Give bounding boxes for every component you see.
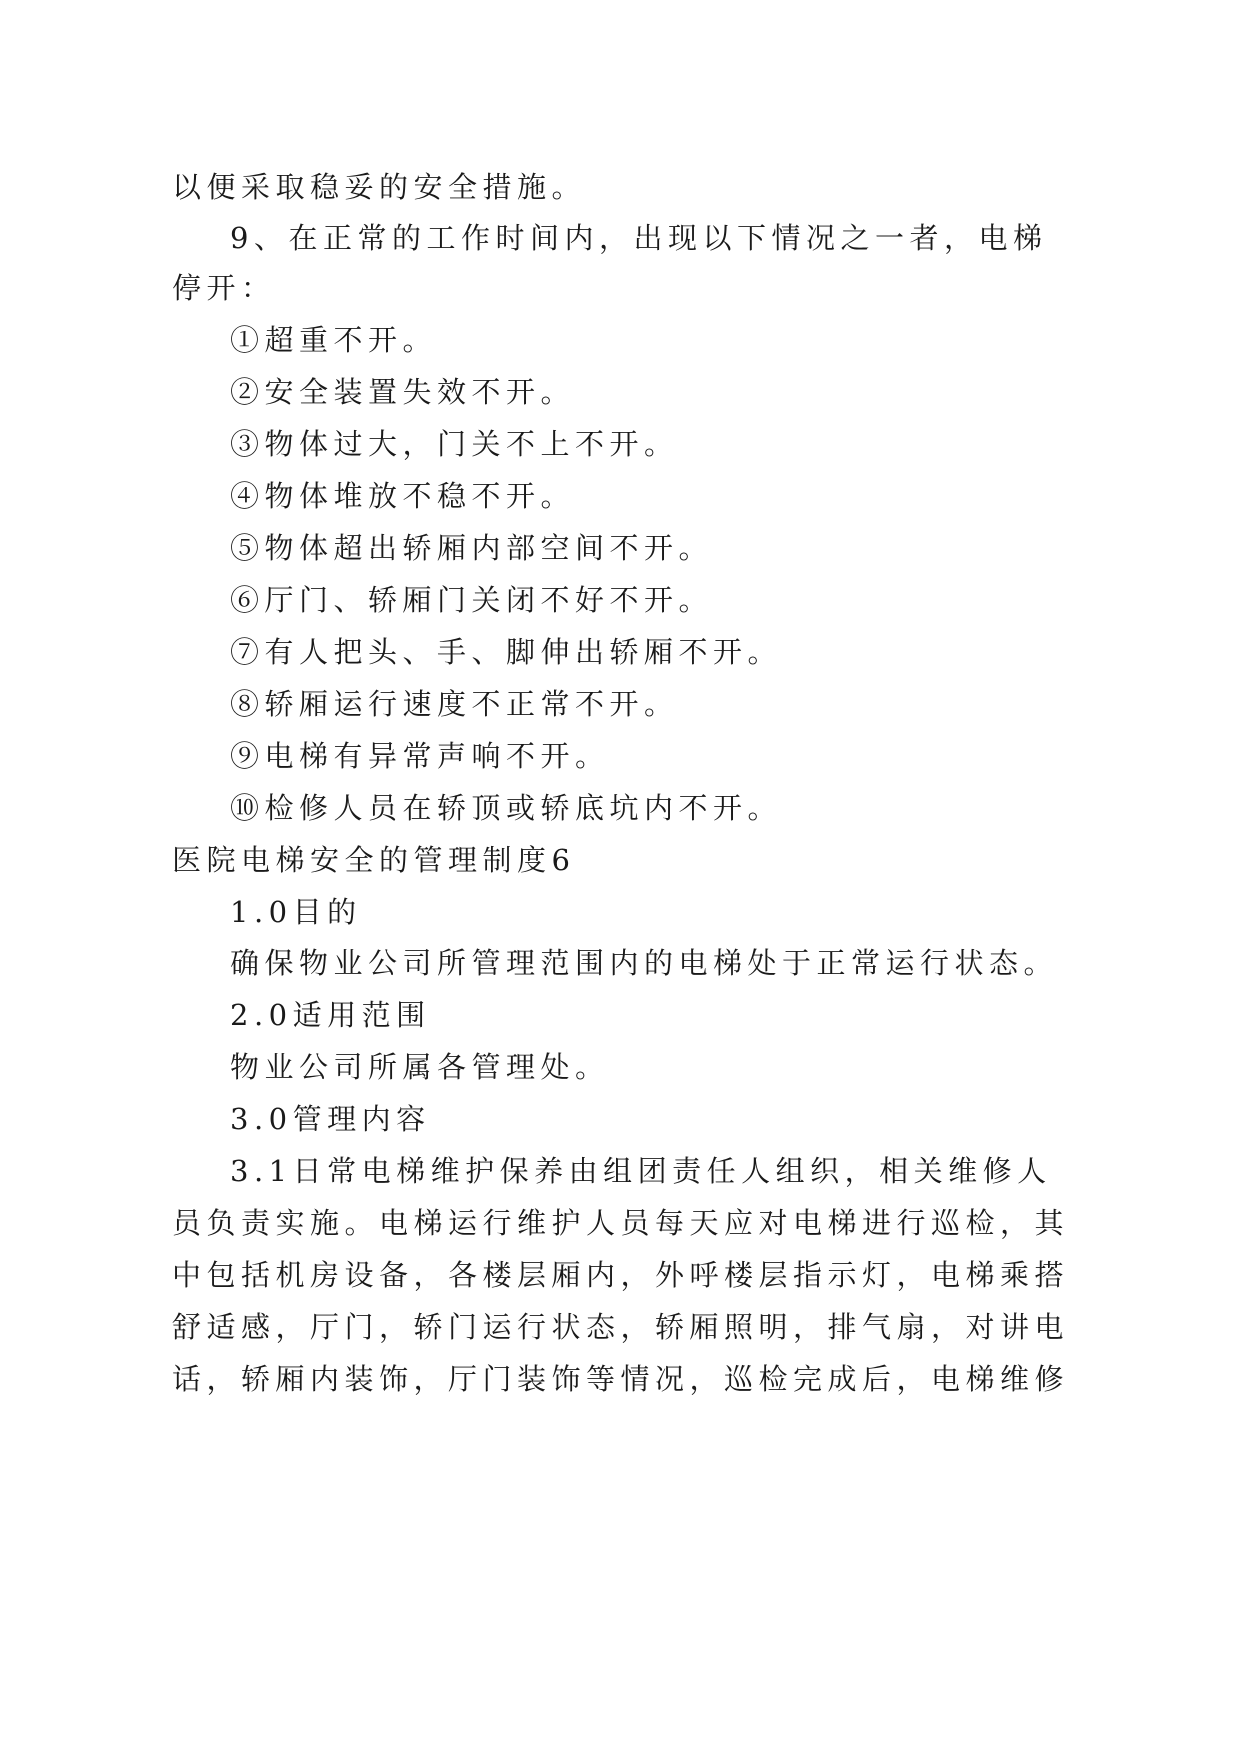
text-line: 中包括机房设备，各楼层厢内，外呼楼层指示灯，电梯乘搭 xyxy=(172,1258,1070,1292)
list-item: ②安全装置失效不开。 xyxy=(230,375,576,409)
text-line: 以便采取稳妥的安全措施。 xyxy=(172,170,587,204)
text-line: 停开： xyxy=(172,271,276,305)
subsection-heading: 1.0目的 xyxy=(230,895,362,929)
list-item: ⑩检修人员在轿顶或轿底坑内不开。 xyxy=(230,791,783,825)
text-line: 确保物业公司所管理范围内的电梯处于正常运行状态。 xyxy=(230,946,1059,980)
list-item: ①超重不开。 xyxy=(230,323,438,357)
text-line: 3.1日常电梯维护保养由组团责任人组织，相关维修人 xyxy=(230,1154,1052,1188)
text-line: 话，轿厢内装饰，厅门装饰等情况，巡检完成后，电梯维修 xyxy=(172,1362,1070,1396)
section-heading: 医院电梯安全的管理制度6 xyxy=(172,843,576,877)
subsection-heading: 3.0管理内容 xyxy=(230,1102,431,1136)
list-item: ④物体堆放不稳不开。 xyxy=(230,479,576,513)
list-item: ⑤物体超出轿厢内部空间不开。 xyxy=(230,531,714,565)
text-line: 舒适感，厅门，轿门运行状态，轿厢照明，排气扇，对讲电 xyxy=(172,1310,1070,1344)
list-item: ⑧轿厢运行速度不正常不开。 xyxy=(230,687,679,721)
list-item: ⑦有人把头、手、脚伸出轿厢不开。 xyxy=(230,635,783,669)
text-line: 9、在正常的工作时间内，出现以下情况之一者，电梯 xyxy=(230,221,1048,255)
list-item: ⑥厅门、轿厢门关闭不好不开。 xyxy=(230,583,714,617)
text-line: 员负责实施。电梯运行维护人员每天应对电梯进行巡检，其 xyxy=(172,1206,1070,1240)
text-line: 物业公司所属各管理处。 xyxy=(230,1050,610,1084)
list-item: ⑨电梯有异常声响不开。 xyxy=(230,739,610,773)
list-item: ③物体过大，门关不上不开。 xyxy=(230,427,679,461)
subsection-heading: 2.0适用范围 xyxy=(230,998,431,1032)
